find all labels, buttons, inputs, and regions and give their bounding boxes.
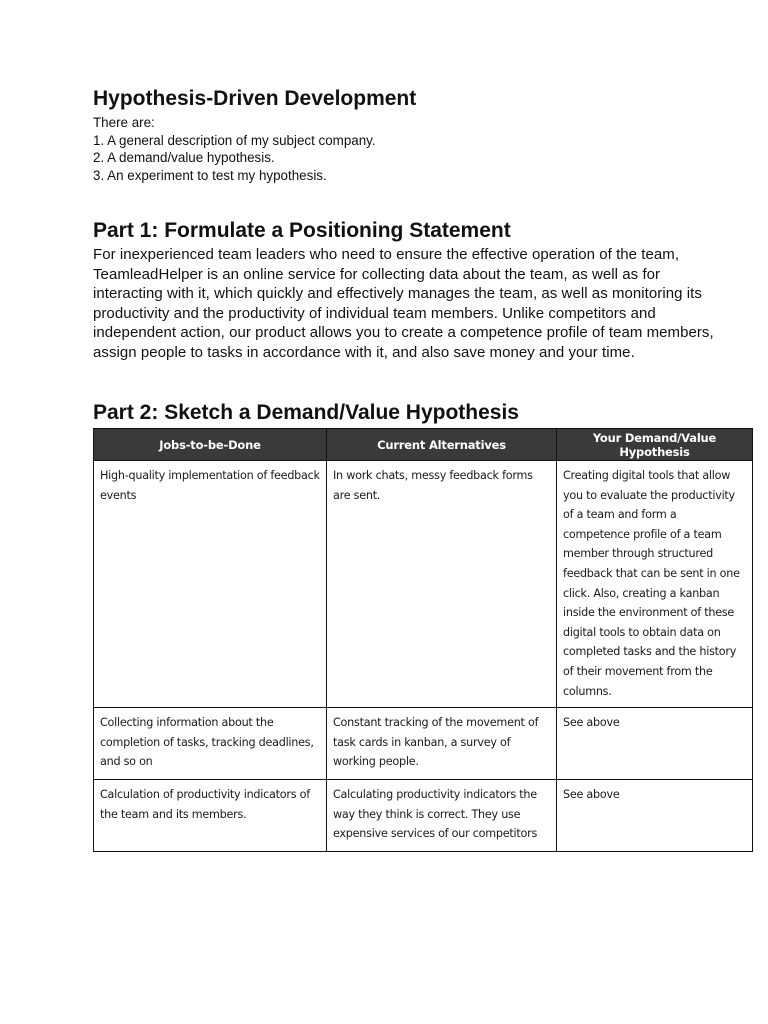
table-cell: See above (557, 780, 753, 852)
table-row (94, 461, 753, 708)
table-cell: Calculation of productivity indicators of the team and its members. (94, 780, 327, 852)
part1-heading: Part 1: Formulate a Positioning Statement (93, 219, 511, 242)
table-cell: See above (557, 708, 753, 780)
hypothesis-table (93, 428, 753, 852)
intro-line: There are: (93, 115, 155, 130)
intro-list (93, 114, 725, 184)
header-demand-value-hypothesis: Your Demand/Value Hypothesis (557, 429, 753, 461)
document-title: Hypothesis-Driven Development (93, 87, 417, 110)
table-cell: Constant tracking of the movement of task cards in kanban, a survey of working people. (327, 708, 557, 780)
table-header-row (94, 429, 753, 461)
positioning-statement: For inexperienced team leaders who need to ensure the effective operation of the team, TeamleadHelper is an online service for collecting data about the team, as well as for interacting with it, which quickly and effectively manages the team, as well as monitoring its productivity and the productivity of individual team members. Unlike competitors and independent action, our product allows you to create a competence profile of team members, assign people to tasks in accordance with it, and also save money and your time. (93, 246, 714, 361)
intro-line: 1. A general description of my subject company. (93, 132, 376, 148)
table-cell: In work chats, messy feedback forms are sent. (327, 461, 557, 708)
document-page (93, 86, 740, 852)
header-current-alternatives: Current Alternatives (327, 429, 557, 461)
table-cell: Creating digital tools that allow you to evaluate the productivity of a team and form a competence profile of a team member through structured feedback that can be sent in one click. Also, creating a kanban inside the environment of these digital tools to obtain data on completed tasks and the history of their movement from the columns. (557, 461, 753, 708)
table-cell: Calculating productivity indicators the way they think is correct. They use expensive services of our competitors (327, 780, 557, 852)
intro-line: 2. A demand/value hypothesis. (93, 150, 275, 165)
intro-line: 3. An experiment to test my hypothesis. (93, 167, 327, 183)
table-row (94, 780, 753, 852)
table-row (94, 708, 753, 780)
table-cell: Collecting information about the completion of tasks, tracking deadlines, and so on (94, 708, 327, 780)
part2-heading: Part 2: Sketch a Demand/Value Hypothesis (93, 401, 519, 424)
header-jobs-to-be-done: Jobs-to-be-Done (94, 429, 327, 461)
table-cell: High-quality implementation of feedback events (94, 461, 327, 708)
